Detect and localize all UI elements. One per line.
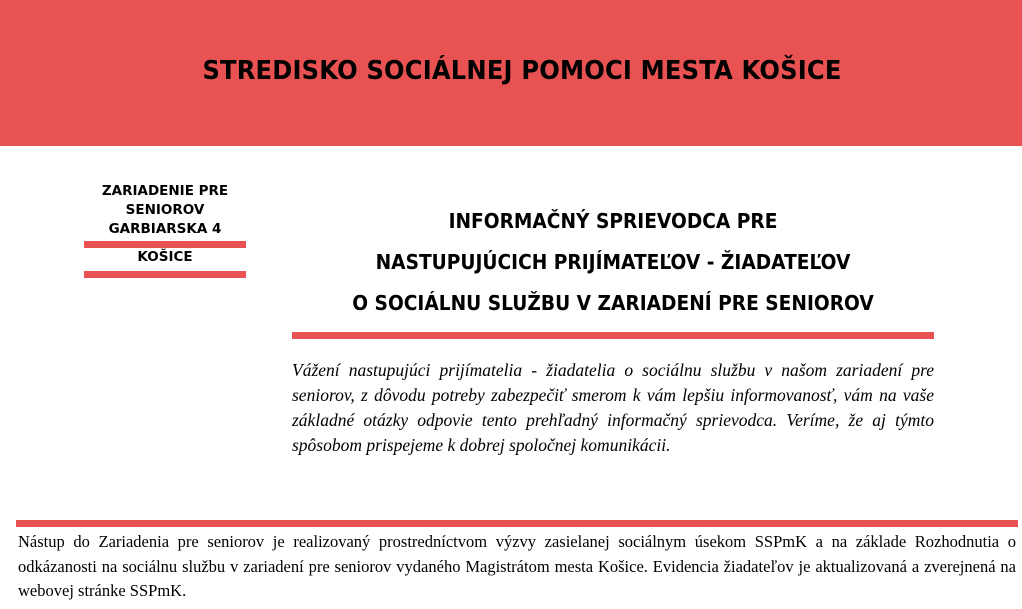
body-divider [16,520,1018,527]
header-banner [0,0,1022,146]
organization-title: STREDISKO SOCIÁLNEJ POMOCI MESTA KOŠICE [202,56,842,86]
facility-line-1: ZARIADENIE PRE [101,183,229,199]
guide-title-line-1: INFORMAČNÝ SPRIEVODCA PRE [448,209,778,233]
body-paragraph: Nástup do Zariadenia pre seniorov je realizovaný prostredníctvom výzvy zasielanej sociálnym úsekom SSPmK a na základe Rozhodnutia o odkázanosti na sociálnu službu v zariadení pre seniorov vydaného Magistrátom mesta Košice. Evidencia žiadateľov je aktualizovaná a zverejnená na webovej stránke SSPmK. [18,532,1016,600]
facility-address [84,182,246,239]
facility-line-2: SENIOROV [125,202,205,218]
intro-paragraph: Vážení nastupujúci prijímatelia - žiadatelia o sociálnu službu v našom zariadení pre seniorov, z dôvodu potreby zabezpečiť smerom k vám lepšiu informovanosť, vám na vaše základné otázky odpovie tento prehľadný informačný sprievodca. Veríme, že aj týmto spôsobom prispejeme k dobrej spoločnej komunikácii. [292,360,934,455]
facility-line-3: GARBIARSKA 4 [108,221,222,237]
guide-title-line-2: NASTUPUJÚCICH PRIJÍMATEĽOV - ŽIADATEĽOV [375,250,851,274]
facility-city: KOŠICE [137,249,193,265]
facility-divider-top [84,241,246,248]
guide-title-line-3: O SOCIÁLNU SLUŽBU V ZARIADENÍ PRE SENIOROV [352,291,874,315]
facility-divider-bottom [84,271,246,278]
title-divider [292,332,934,339]
